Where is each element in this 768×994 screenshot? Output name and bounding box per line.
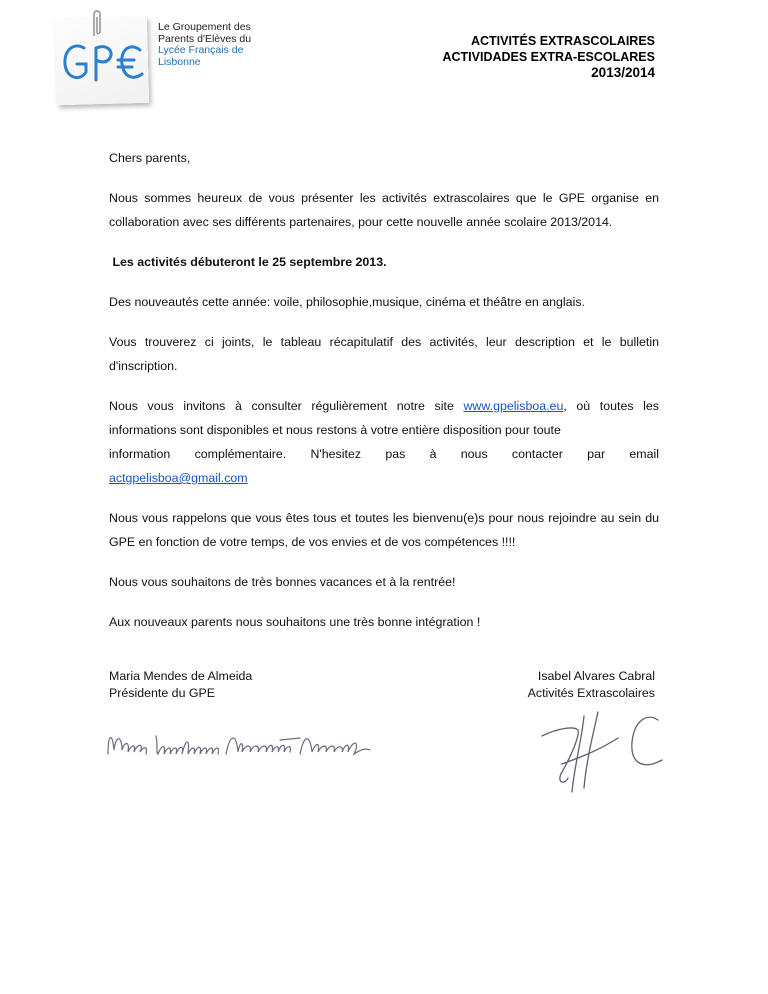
logo-line-4: Lisbonne bbox=[158, 55, 201, 68]
website-last-line-word: contacter bbox=[511, 447, 563, 461]
logo-line-3: Lycée Français de bbox=[158, 44, 244, 56]
paragraph-welcome: Nous vous rappelons que vous êtes tous et toutes les bienvenu(e)s pour nous rejoindre au sein du GPE en fonction de votre temps, de vos envies et de vos compétences !!!! bbox=[109, 511, 659, 549]
website-last-line-word: par bbox=[587, 447, 606, 461]
paragraph-website-text bbox=[109, 394, 659, 442]
signatory-right bbox=[528, 668, 655, 702]
document-header bbox=[442, 33, 655, 81]
email-line bbox=[109, 466, 659, 490]
logo-caption bbox=[158, 22, 278, 68]
website-last-line-word: complémentaire. bbox=[194, 447, 287, 461]
gpe-logo-letters bbox=[60, 34, 148, 94]
website-text-after: , où toutes les informations sont disponibles et nous restons à votre entière disposition pour toute bbox=[109, 399, 659, 437]
header-title-fr: ACTIVITÉS EXTRASCOLAIRES bbox=[470, 34, 655, 48]
signatory-right-role: Activités Extrascolaires bbox=[527, 686, 655, 700]
letter-body bbox=[109, 146, 659, 634]
signatory-left-name: Maria Mendes de Almeida bbox=[109, 669, 253, 683]
website-last-line bbox=[109, 442, 659, 466]
header-year: 2013/2014 bbox=[591, 65, 655, 80]
paragraph-start-date: Les activités débuteront le 25 septembre 2013. bbox=[109, 255, 387, 269]
website-text-before: Nous vous invitons à consulter régulièrement notre site bbox=[109, 399, 464, 413]
email-link[interactable]: actgpelisboa@gmail.com bbox=[109, 471, 248, 485]
paragraph-website bbox=[109, 394, 659, 490]
logo-line-1: Le Groupement des bbox=[158, 21, 251, 33]
website-last-line-word: pas bbox=[385, 447, 406, 461]
paragraph-intro: Nous sommes heureux de vous présenter les activités extrascolaires que le GPE organise en collaboration avec ses différents partenaires, pour cette nouvelle année scolaire 2013/2014. bbox=[109, 191, 659, 229]
paragraph-holidays: Nous vous souhaitons de très bonnes vacances et à la rentrée! bbox=[109, 575, 456, 589]
website-last-line-word: N'hesitez bbox=[310, 447, 362, 461]
website-last-line-word: email bbox=[629, 447, 659, 461]
header-title-pt: ACTIVIDADES EXTRA-ESCOLARES bbox=[442, 50, 655, 64]
paragraph-attachments: Vous trouverez ci joints, le tableau récapitulatif des activités, leur description et le bulletin d'inscription. bbox=[109, 335, 659, 373]
signature-right-handwritten bbox=[538, 708, 668, 798]
gpe-logo bbox=[52, 8, 272, 103]
website-last-line-word: information bbox=[109, 447, 171, 461]
website-last-line-word: nous bbox=[460, 447, 488, 461]
logo-line-2: Parents d'Elèves du bbox=[158, 32, 252, 45]
website-link[interactable]: www.gpelisboa.eu bbox=[463, 399, 564, 413]
signatory-left bbox=[109, 668, 252, 702]
website-last-line-word: à bbox=[429, 447, 437, 461]
greeting: Chers parents, bbox=[109, 151, 191, 165]
paragraph-new-parents: Aux nouveaux parents nous souhaitons une très bonne intégration ! bbox=[109, 615, 481, 629]
signatory-left-role: Présidente du GPE bbox=[109, 686, 216, 700]
signatory-right-name: Isabel Alvares Cabral bbox=[537, 669, 655, 683]
signature-left-handwritten bbox=[104, 724, 374, 764]
paragraph-news: Des nouveautés cette année: voile, philosophie,musique, cinéma et théâtre en anglais. bbox=[109, 295, 585, 309]
